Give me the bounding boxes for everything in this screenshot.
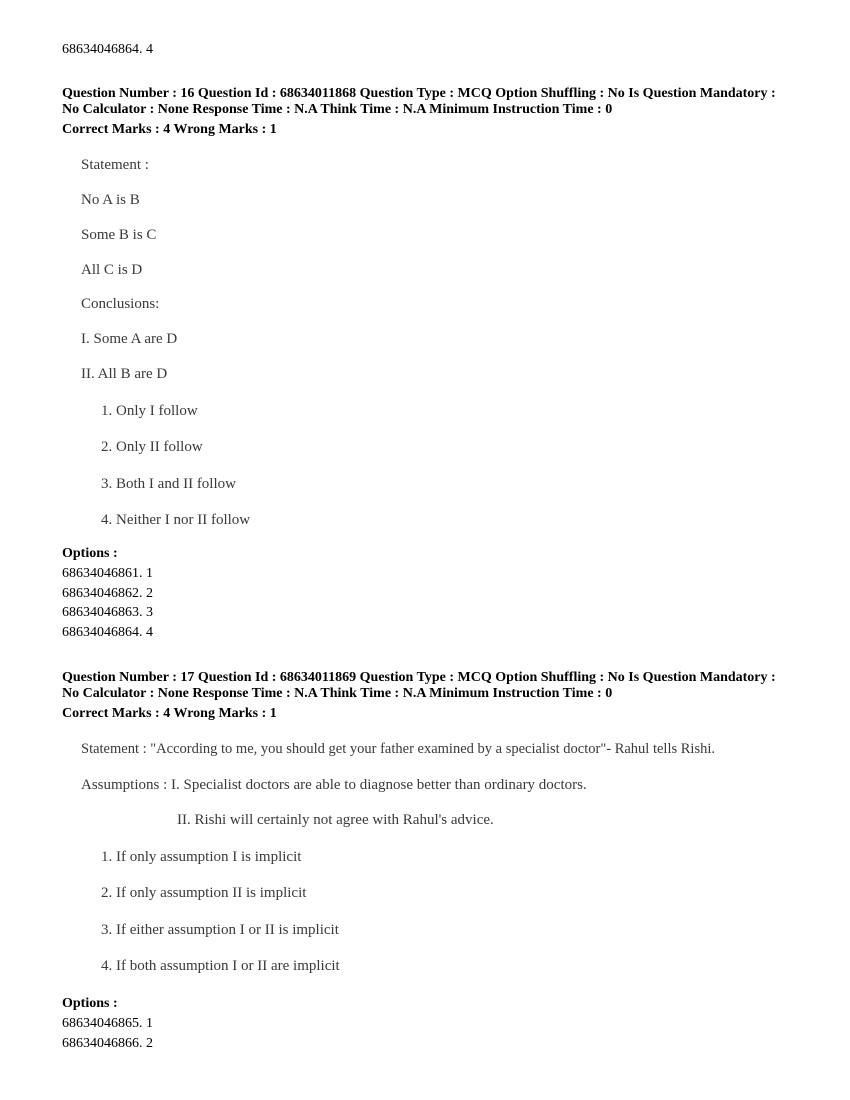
question-16-marks: Correct Marks : 4 Wrong Marks : 1 <box>62 122 277 137</box>
question-16-header-line-1: Question Number : 16 Question Id : 68634011868 Question Type : MCQ Option Shuffling : No Is Question Mandatory : <box>62 86 776 101</box>
statement-label: Statement : <box>81 157 149 173</box>
answer-choice: 2. Only II follow <box>101 439 203 455</box>
statement-line: Some B is C <box>81 227 157 243</box>
question-17-marks: Correct Marks : 4 Wrong Marks : 1 <box>62 706 277 721</box>
answer-choice: 4. Neither I nor II follow <box>101 512 251 528</box>
answer-choice: 1. Only I follow <box>101 403 198 419</box>
conclusion-line: II. All B are D <box>81 366 168 382</box>
answer-choice: 3. If either assumption I or II is implicit <box>101 922 339 938</box>
answer-choice: 4. If both assumption I or II are implicit <box>101 958 340 974</box>
option-line: 68634046862. 2 <box>62 586 153 601</box>
option-line: 68634046865. 1 <box>62 1016 153 1031</box>
assumption-line: II. Rishi will certainly not agree with Rahul's advice. <box>177 812 494 828</box>
option-line: 68634046863. 3 <box>62 605 153 620</box>
option-line: 68634046866. 2 <box>62 1036 153 1051</box>
assumption-line: Assumptions : I. Specialist doctors are able to diagnose better than ordinary doctors. <box>81 777 587 793</box>
options-label: Options : <box>62 546 118 561</box>
answer-choice: 1. If only assumption I is implicit <box>101 849 302 865</box>
option-line: 68634046864. 4 <box>62 42 153 57</box>
option-line: 68634046861. 1 <box>62 566 153 581</box>
conclusion-line: I. Some A are D <box>81 331 178 347</box>
statement-line: Statement : "According to me, you should get your father examined by a specialist doctor"- Rahul tells Rishi. <box>81 741 715 757</box>
options-label: Options : <box>62 996 118 1011</box>
statement-line: All C is D <box>81 262 143 278</box>
question-17-header-line-1: Question Number : 17 Question Id : 68634011869 Question Type : MCQ Option Shuffling : No Is Question Mandatory : <box>62 670 776 685</box>
option-line: 68634046864. 4 <box>62 625 153 640</box>
answer-choice: 2. If only assumption II is implicit <box>101 885 307 901</box>
conclusions-label: Conclusions: <box>81 296 160 312</box>
question-17-header-line-2: No Calculator : None Response Time : N.A Think Time : N.A Minimum Instruction Time : 0 <box>62 686 613 701</box>
answer-choice: 3. Both I and II follow <box>101 476 236 492</box>
statement-line: No A is B <box>81 192 140 208</box>
question-16-header-line-2: No Calculator : None Response Time : N.A Think Time : N.A Minimum Instruction Time : 0 <box>62 102 613 117</box>
